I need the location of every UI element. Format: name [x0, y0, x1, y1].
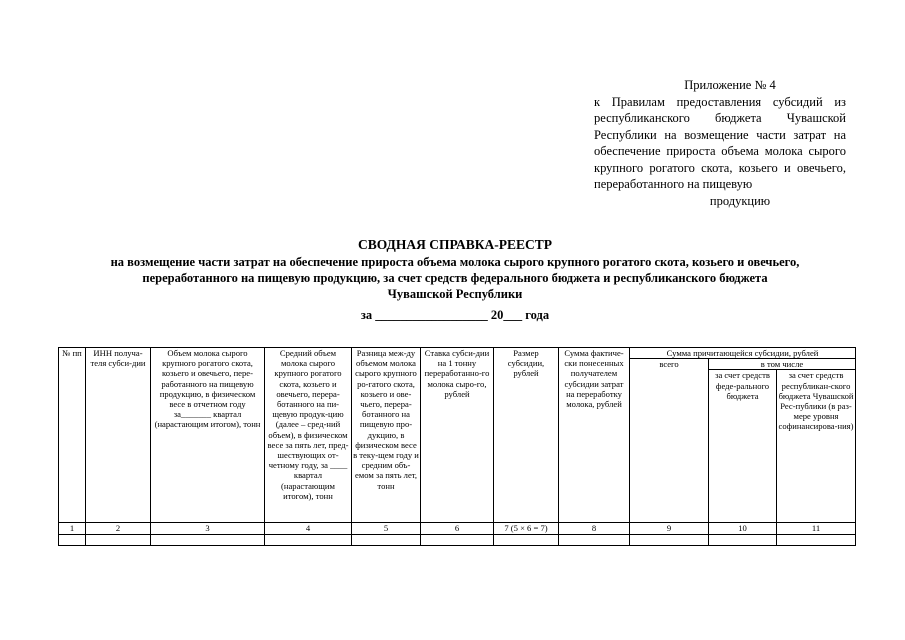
appendix-number: Приложение № 4: [684, 78, 776, 92]
header-group-cell: Сумма причитающейся субсидии, рублей: [630, 348, 856, 359]
header-cell: Сумма фактиче-ски понесенных получателем субсидии затрат на переработку молока, рублей: [559, 348, 630, 523]
table-cell: [421, 534, 494, 545]
header-cell: Объем молока сырого крупного рогатого скота, козьего и овечьего, пере-работанного на пищевую продукцию, в физическом весе в отчетном году за_______ квартал (нарастающим итогом), тонн: [151, 348, 265, 523]
header-cell: ИНН получа-теля субси-дии: [86, 348, 151, 523]
header-cell: за счет средств республикан-ского бюджета Чувашской Рес-публики (в раз-мере уровня софинансирова-ния): [777, 370, 856, 523]
empty-data-row: [59, 534, 856, 545]
table-cell: [59, 534, 86, 545]
column-number: 4: [265, 523, 352, 534]
column-numbers-row: [59, 523, 856, 534]
header-cell: всего: [630, 359, 709, 523]
header-cell: Размер субсидии, рублей: [494, 348, 559, 523]
column-number: 8: [559, 523, 630, 534]
column-number: 5: [352, 523, 421, 534]
appendix-text: к Правилам предоставления субсидий из республиканского бюджета Чувашской Республики на возмещение части затрат на обеспечение прироста объема молока сырого крупного рогатого скота, козьего и овечьего, переработанного на пищевую: [594, 94, 846, 191]
column-number: 11: [777, 523, 856, 534]
table-cell: [265, 534, 352, 545]
column-number: 7 (5 × 6 = 7): [494, 523, 559, 534]
table-cell: [559, 534, 630, 545]
column-number: 3: [151, 523, 265, 534]
registry-table: [58, 347, 856, 546]
table-cell: [630, 534, 709, 545]
header-cell: Средний объем молока сырого крупного рогатого скота, козьего и овечьего, перера-ботанного на пи-щевую продук-цию (далее – сред-ний объем), в физическом весе за пять лет, пред-шествующих от-четному году, за ____ квартал (нарастающим итогом), тонн: [265, 348, 352, 523]
header-cell: № пп: [59, 348, 86, 523]
header-cell: за счет средств феде-рального бюджета: [709, 370, 777, 523]
title-line-2: переработанного на пищевую продукцию, за счет средств федерального бюджета и республиканского бюджета: [142, 271, 768, 285]
column-number: 1: [59, 523, 86, 534]
header-row-1: [59, 348, 856, 359]
table-cell: [352, 534, 421, 545]
table-cell: [709, 534, 777, 545]
header-cell: Ставка субси-дии на 1 тонну переработанно-го молока сыро-го, рублей: [421, 348, 494, 523]
header-incl-cell: в том числе: [709, 359, 856, 370]
column-number: 10: [709, 523, 777, 534]
period-line: за __________________ 20___ года: [360, 308, 550, 322]
table-cell: [494, 534, 559, 545]
column-number: 2: [86, 523, 151, 534]
document-title: СВОДНАЯ СПРАВКА-РЕЕСТР: [357, 237, 553, 252]
title-line-3: Чувашской Республики: [387, 287, 523, 301]
table-cell: [151, 534, 265, 545]
column-number: 9: [630, 523, 709, 534]
table-cell: [777, 534, 856, 545]
document-title-block: [40, 236, 870, 324]
table-cell: [86, 534, 151, 545]
header-cell: Разница меж-ду объемом молока сырого крупного ро-гатого скота, козьего и ове-чьего, перера-ботанного на пищевую про-дукцию, в физическом весе в теку-щем году и средним объ-емом за пять лет, тонн: [352, 348, 421, 523]
appendix-block: [594, 77, 846, 209]
title-line-1: на возмещение части затрат на обеспечение прироста объема молока сырого крупного рогатого скота, козьего и овечьего,: [110, 255, 800, 269]
appendix-text-last: продукцию: [709, 193, 771, 208]
column-number: 6: [421, 523, 494, 534]
